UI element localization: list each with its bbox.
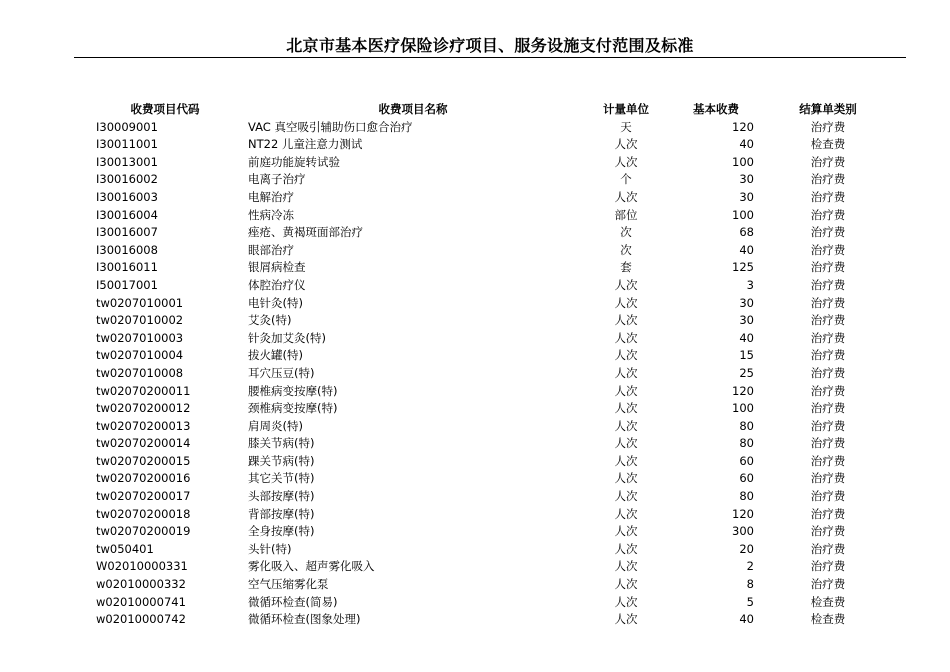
fee-table [0,101,950,629]
cell-name: 体腔治疗仪 [248,277,306,292]
cell-name: 颈椎病变按摩(特) [248,401,338,416]
cell-fee: 15 [739,348,754,363]
table-row [0,506,950,524]
cell-code: tw0207010003 [96,330,184,345]
cell-fee: 60 [739,471,754,486]
cell-name: VAC 真空吸引辅助伤口愈合治疗 [248,119,413,134]
cell-code: tw02070200017 [96,489,191,504]
cell-unit: 人次 [614,612,638,627]
cell-category: 治疗费 [810,489,846,504]
table-row [0,418,950,436]
cell-category: 治疗费 [810,471,846,486]
cell-code: tw02070200015 [96,453,191,468]
cell-name: 微循环检查(简易) [248,594,338,609]
cell-code: tw0207010001 [96,295,184,310]
cell-unit: 天 [620,119,632,134]
cell-code: I30013001 [96,154,158,169]
cell-category: 治疗费 [810,506,846,521]
cell-category: 治疗费 [810,559,846,574]
cell-fee: 80 [739,418,754,433]
cell-fee: 68 [739,225,754,240]
header-name: 收费项目名称 [378,102,448,116]
header-category: 结算单类别 [799,102,857,116]
cell-category: 治疗费 [810,119,846,134]
cell-unit: 人次 [614,471,638,486]
table-row [0,171,950,189]
cell-code: I30016011 [96,260,158,275]
cell-code: W02010000331 [96,559,188,574]
cell-fee: 300 [732,524,754,539]
cell-fee: 25 [739,365,754,380]
cell-name: 微循环检查(图象处理) [248,612,361,627]
cell-code: tw02070200012 [96,401,191,416]
cell-fee: 40 [739,137,754,152]
table-row [0,365,950,383]
cell-unit: 人次 [614,137,638,152]
cell-code: I30016003 [96,189,158,204]
cell-category: 治疗费 [810,383,846,398]
cell-fee: 30 [739,189,754,204]
cell-category: 治疗费 [810,453,846,468]
cell-unit: 个 [620,172,632,187]
cell-unit: 次 [620,242,632,257]
cell-fee: 3 [746,277,754,292]
cell-name: 其它关节(特) [248,471,315,486]
cell-code: I30016008 [96,242,158,257]
cell-fee: 2 [746,559,754,574]
cell-name: 眼部治疗 [248,242,294,257]
cell-fee: 30 [739,172,754,187]
cell-name: 头部按摩(特) [248,489,315,504]
header-code: 收费项目代码 [130,102,200,116]
cell-name: NT22 儿童注意力测试 [248,137,363,152]
cell-code: tw050401 [96,541,154,556]
cell-name: 踝关节病(特) [248,453,315,468]
cell-name: 雾化吸入、超声雾化吸入 [248,559,375,574]
cell-fee: 40 [739,242,754,257]
cell-name: 针灸加艾灸(特) [248,330,326,345]
cell-unit: 人次 [614,577,638,592]
cell-unit: 人次 [614,348,638,363]
cell-code: tw02070200014 [96,436,191,451]
cell-category: 检查费 [810,594,846,609]
cell-code: tw02070200018 [96,506,191,521]
cell-fee: 80 [739,489,754,504]
cell-unit: 人次 [614,383,638,398]
cell-category: 治疗费 [810,577,846,592]
table-row [0,207,950,225]
cell-name: 头针(特) [248,541,292,556]
cell-unit: 人次 [614,559,638,574]
cell-category: 治疗费 [810,295,846,310]
cell-name: 电离子治疗 [248,172,306,187]
cell-unit: 人次 [614,436,638,451]
cell-code: tw02070200019 [96,524,191,539]
cell-category: 治疗费 [810,348,846,363]
table-row [0,295,950,313]
cell-unit: 次 [620,225,632,240]
cell-category: 治疗费 [810,313,846,328]
cell-name: 背部按摩(特) [248,506,315,521]
cell-code: tw0207010008 [96,365,184,380]
cell-code: I30016002 [96,172,158,187]
cell-fee: 40 [739,330,754,345]
cell-unit: 人次 [614,295,638,310]
cell-fee: 20 [739,541,754,556]
cell-category: 治疗费 [810,401,846,416]
cell-code: I30009001 [96,119,158,134]
cell-fee: 125 [732,260,754,275]
cell-code: w02010000742 [96,612,186,627]
table-row [0,400,950,418]
table-row [0,312,950,330]
table-row [0,224,950,242]
cell-category: 治疗费 [810,330,846,345]
cell-name: 全身按摩(特) [248,524,315,539]
table-row [0,435,950,453]
cell-name: 膝关节病(特) [248,436,315,451]
cell-name: 痤疮、黄褐斑面部治疗 [248,225,363,240]
cell-category: 治疗费 [810,541,846,556]
cell-unit: 人次 [614,524,638,539]
cell-category: 治疗费 [810,418,846,433]
table-header-row [0,101,950,119]
cell-fee: 100 [732,401,754,416]
cell-unit: 人次 [614,313,638,328]
table-row [0,119,950,137]
cell-fee: 120 [732,383,754,398]
cell-category: 治疗费 [810,225,846,240]
cell-unit: 人次 [614,594,638,609]
table-row [0,594,950,612]
cell-code: I30016007 [96,225,158,240]
cell-unit: 人次 [614,453,638,468]
header-unit: 计量单位 [603,102,649,116]
cell-name: 性病冷冻 [248,207,294,222]
table-row [0,259,950,277]
table-row [0,154,950,172]
cell-category: 治疗费 [810,172,846,187]
cell-category: 治疗费 [810,154,846,169]
table-row [0,189,950,207]
cell-unit: 部位 [614,207,638,222]
cell-unit: 人次 [614,277,638,292]
cell-unit: 人次 [614,401,638,416]
cell-fee: 40 [739,612,754,627]
cell-code: w02010000332 [96,577,186,592]
cell-name: 前庭功能旋转试验 [248,154,340,169]
cell-code: tw02070200011 [96,383,191,398]
cell-category: 治疗费 [810,436,846,451]
table-row [0,541,950,559]
cell-name: 电针灸(特) [248,295,303,310]
table-row [0,277,950,295]
table-row [0,576,950,594]
cell-name: 空气压缩雾化泵 [248,577,329,592]
cell-unit: 人次 [614,506,638,521]
cell-fee: 120 [732,119,754,134]
cell-fee: 80 [739,436,754,451]
cell-unit: 人次 [614,189,638,204]
cell-code: tw02070200013 [96,418,191,433]
cell-unit: 套 [620,260,632,275]
cell-code: tw0207010002 [96,313,184,328]
cell-fee: 30 [739,295,754,310]
cell-name: 银屑病检查 [248,260,306,275]
table-row [0,330,950,348]
cell-name: 电解治疗 [248,189,294,204]
table-row [0,523,950,541]
cell-category: 治疗费 [810,277,846,292]
cell-category: 检查费 [810,137,846,152]
cell-fee: 120 [732,506,754,521]
cell-category: 治疗费 [810,365,846,380]
cell-unit: 人次 [614,330,638,345]
cell-category: 治疗费 [810,524,846,539]
cell-name: 拔火罐(特) [248,348,303,363]
cell-name: 肩周炎(特) [248,418,303,433]
cell-fee: 100 [732,154,754,169]
cell-code: I30016004 [96,207,158,222]
cell-category: 治疗费 [810,242,846,257]
cell-fee: 8 [746,577,754,592]
cell-fee: 60 [739,453,754,468]
cell-code: w02010000741 [96,594,186,609]
table-row [0,470,950,488]
cell-unit: 人次 [614,489,638,504]
cell-fee: 5 [746,594,754,609]
cell-code: tw02070200016 [96,471,191,486]
cell-name: 耳穴压豆(特) [248,365,315,380]
cell-unit: 人次 [614,365,638,380]
cell-category: 治疗费 [810,260,846,275]
cell-name: 腰椎病变按摩(特) [248,383,338,398]
cell-name: 艾灸(特) [248,313,292,328]
header-fee: 基本收费 [693,102,739,116]
table-row [0,558,950,576]
title-underline [74,57,906,58]
table-row [0,453,950,471]
table-row [0,136,950,154]
cell-fee: 30 [739,313,754,328]
cell-category: 检查费 [810,612,846,627]
table-row [0,383,950,401]
cell-category: 治疗费 [810,207,846,222]
cell-code: I30011001 [96,137,158,152]
table-row [0,242,950,260]
cell-code: tw0207010004 [96,348,184,363]
table-row [0,611,950,629]
cell-unit: 人次 [614,418,638,433]
cell-category: 治疗费 [810,189,846,204]
page-title: 北京市基本医疗保险诊疗项目、服务设施支付范围及标准 [286,36,694,55]
cell-unit: 人次 [614,154,638,169]
cell-unit: 人次 [614,541,638,556]
cell-code: I50017001 [96,277,158,292]
table-row [0,347,950,365]
table-row [0,488,950,506]
cell-fee: 100 [732,207,754,222]
